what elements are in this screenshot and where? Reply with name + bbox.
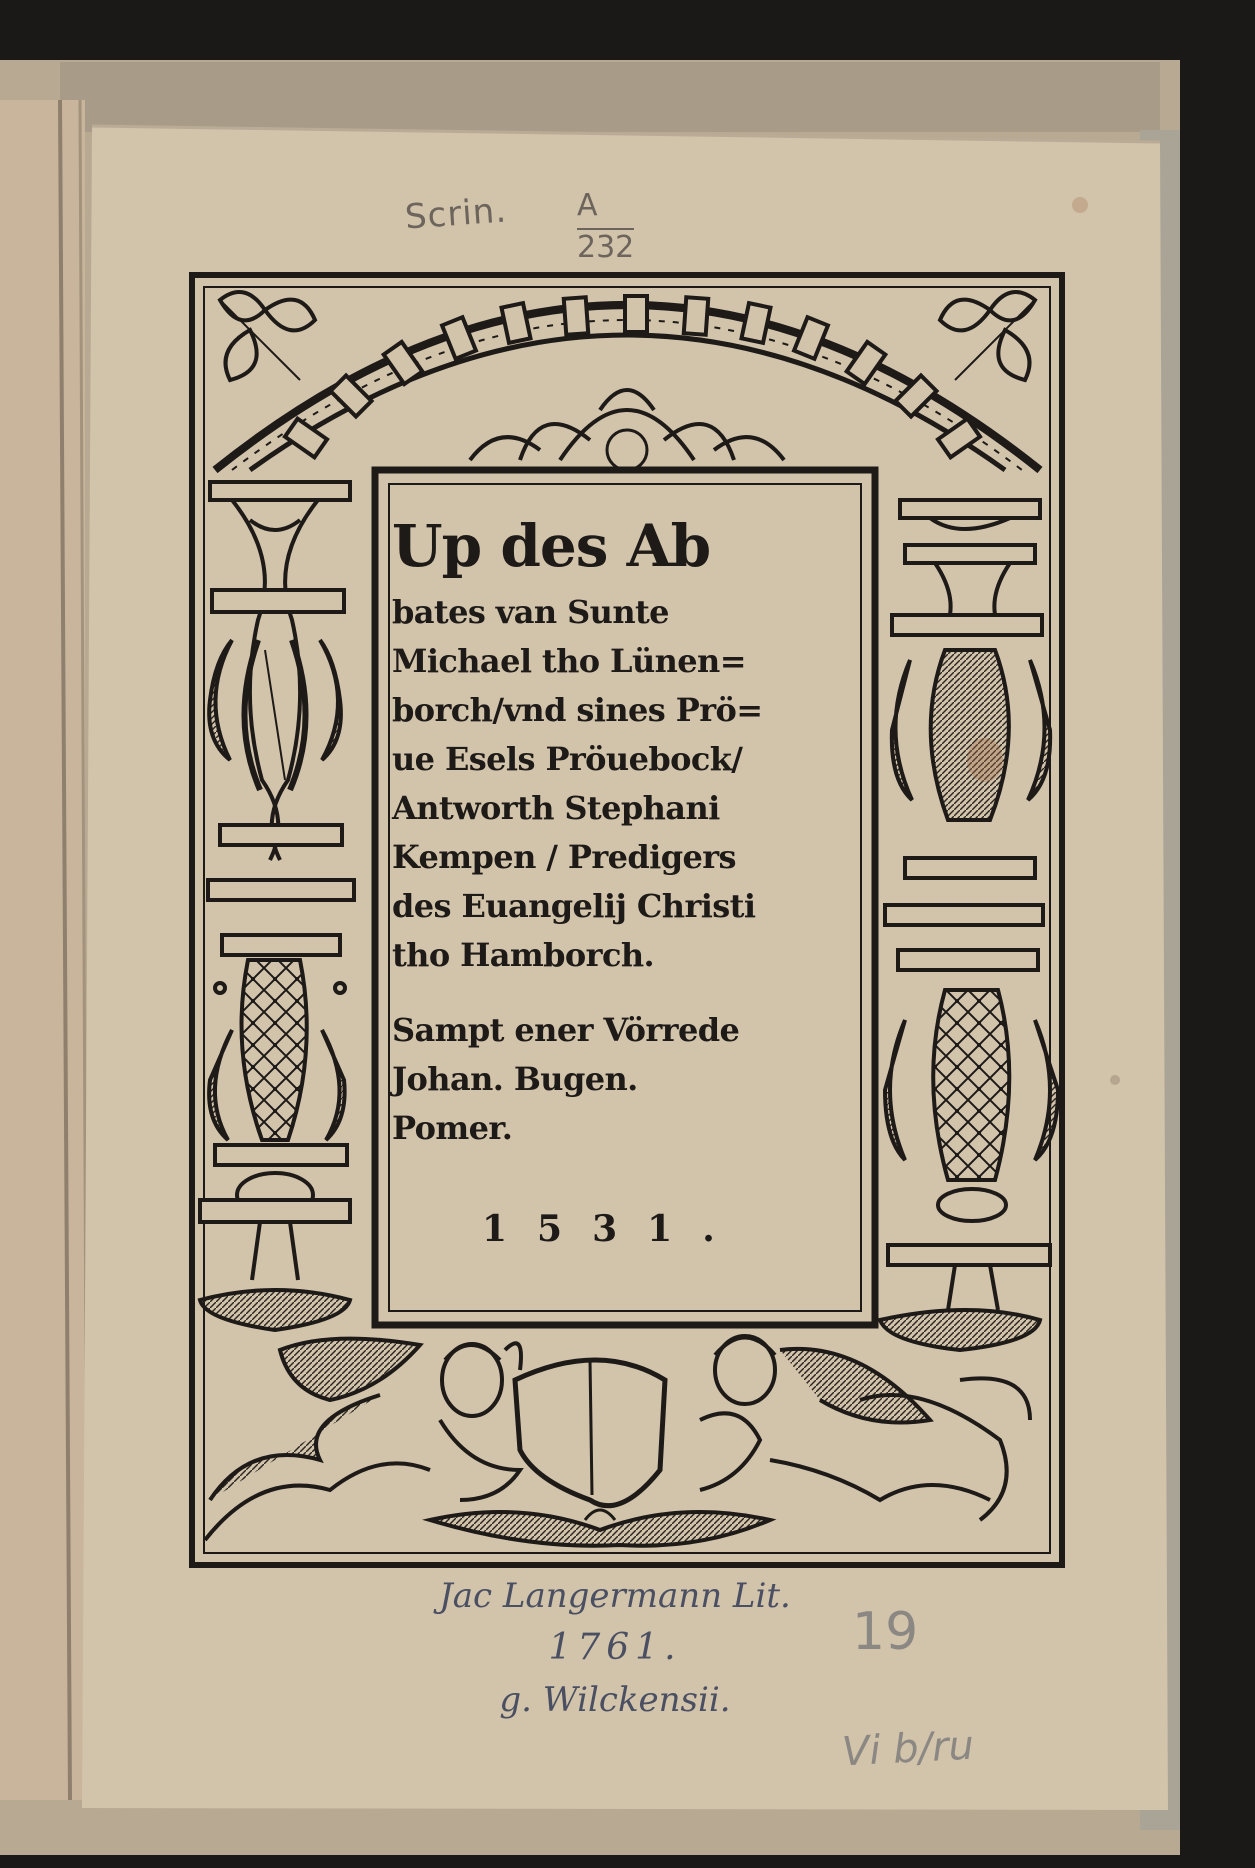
inscription-line: g. Wilckensii. <box>499 1680 731 1720</box>
title-line: bates van Sunte <box>392 593 669 631</box>
title-block <box>392 510 852 1250</box>
title-heading: Up des Ab <box>392 512 711 580</box>
shelfmark <box>405 188 675 268</box>
title-line: Antworth Stephani <box>392 789 720 827</box>
subtitle-line: Sampt ener Vörrede <box>392 1011 740 1049</box>
shelfmark-numerator: A <box>577 188 598 223</box>
ownership-inscription <box>405 1570 825 1726</box>
subtitle-line: Pomer. <box>392 1109 513 1147</box>
inscription-line: Jac Langermann Lit. <box>439 1576 791 1616</box>
subtitle-line: Johan. Bugen. <box>392 1060 638 1098</box>
shelfmark-label: Scrin. <box>403 190 509 238</box>
shelfmark-denominator: 232 <box>577 230 635 265</box>
title-line: des Euangelij Christi <box>392 887 756 925</box>
pencil-number: 19 <box>852 1602 919 1662</box>
title-line: ue Esels Pröuebock/ <box>392 740 743 778</box>
inscription-year: 1761. <box>548 1627 682 1668</box>
title-line: Michael tho Lünen= <box>392 642 746 680</box>
pencil-mark: Vi b/ru <box>840 1722 975 1776</box>
publication-year: 1531. <box>482 1208 745 1250</box>
title-line: tho Hamborch. <box>392 936 655 974</box>
title-line: borch/vnd sines Prö= <box>392 691 763 729</box>
title-line: Kempen / Predigers <box>392 838 736 876</box>
